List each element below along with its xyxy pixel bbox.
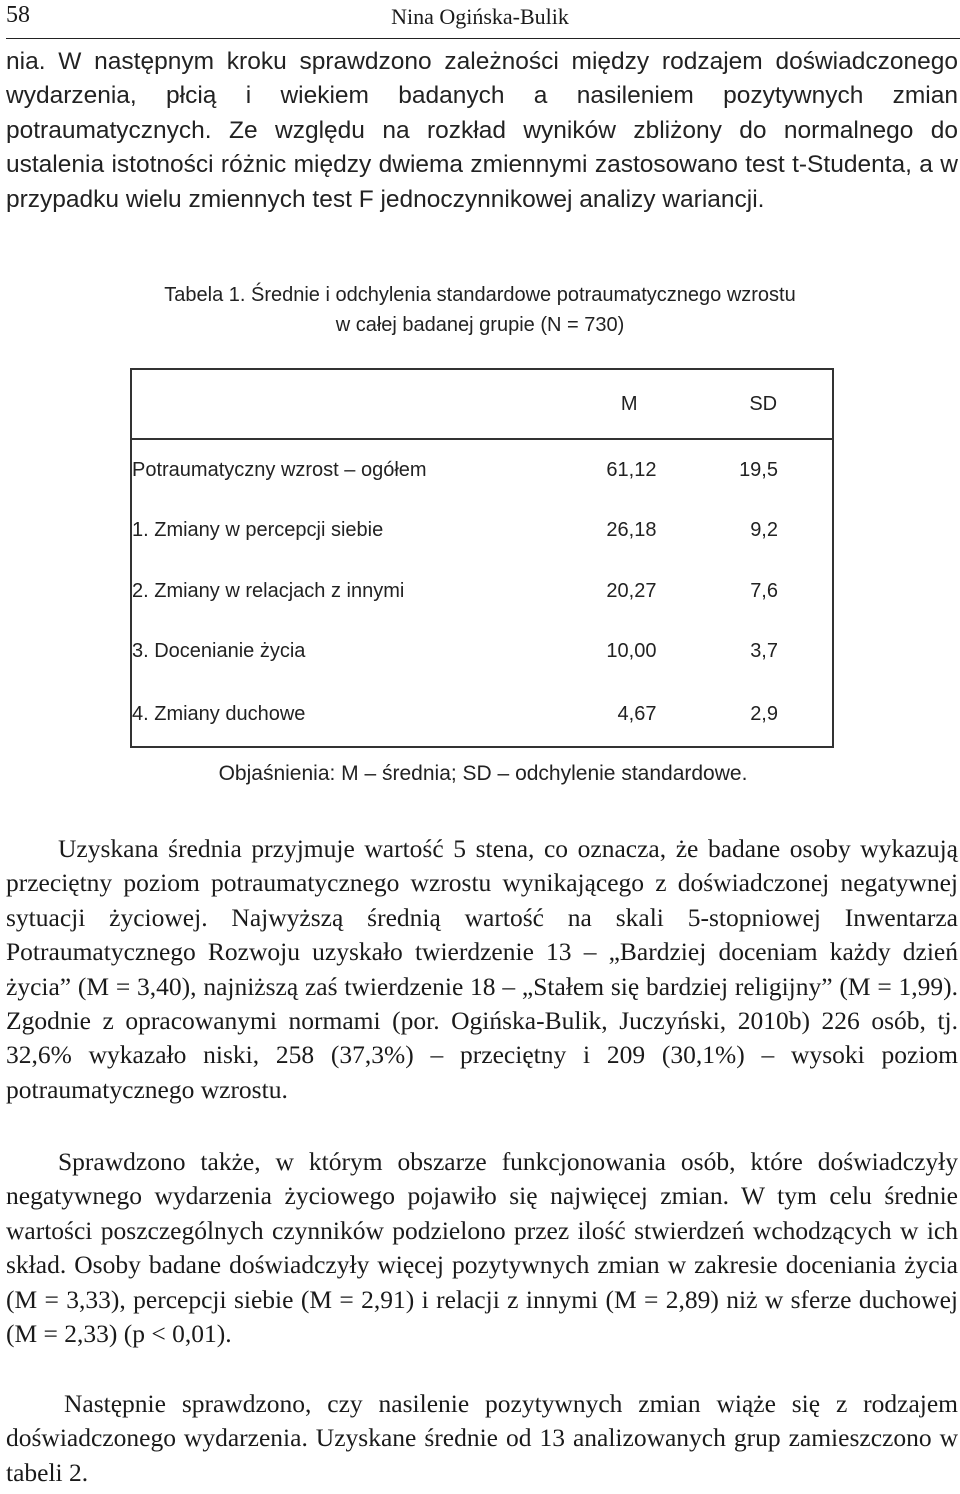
row-m: 26,18	[606, 519, 657, 542]
paragraph-2: Uzyskana średnia przyjmuje wartość 5 stena, co oznacza, że badane osoby wykazują przeciętny poziom potraumatycznego wzrostu wynikającego z doświadczonej negatywnej sytuacji życiowej. Najwyższą średnią wartość na skali 5-stopniowej Inwentarza Potraumatycznego Rozwoju uzyskało twierdzenie 13 – „Bardziej doceniam każdy dzień życia” (M = 3,40), najniższą zaś twierdzenie 18 – „Stałem się bardziej religijny” (M = 1,99). Zgodnie z opracowanymi normami (por. Ogińska-Bulik, Juczyński, 2010b) 226 osób, tj. 32,6% wykazało niski, 258 (37,3%) – przeciętny i 209 (30,1%) – wysoki poziom potraumatycznego wzrostu.	[6, 834, 958, 1104]
table-header-row	[131, 369, 833, 439]
header-label	[131, 369, 564, 439]
header-rule	[6, 38, 960, 39]
row-m: 20,27	[606, 579, 657, 602]
table-row	[131, 622, 833, 683]
table-note: Objaśnienia: M – średnia; SD – odchylenie standardowe.	[218, 762, 748, 785]
row-sd: 9,2	[694, 501, 833, 562]
paragraph-3: Sprawdzono także, w którym obszarze funkcjonowania osób, które doświadczyły negatywnego wydarzenia życiowego pojawiło się najwięcej zmian. W tym celu średnie wartości poszczególnych czynników podzielono przez ilość stwierdzeń wchodzących w ich skład. Osoby badane doświadczyły więcej pozytywnych zmian w zakresie doceniania życia (M = 3,33), percepcji siebie (M = 2,91) i relacji z innymi (M = 2,89) niż w sferze duchowej (M = 2,33) (p < 0,01).	[6, 1147, 958, 1349]
table-caption-line-2: w całej badanej grupie (N = 730)	[335, 314, 625, 336]
page-number: 58	[6, 2, 30, 28]
running-head: Nina Ogińska-Bulik	[391, 4, 569, 29]
row-m: 4,67	[564, 682, 695, 747]
table-row	[131, 501, 833, 562]
stats-table	[130, 368, 834, 748]
row-label: 2. Zmiany w relacjach z innymi	[131, 561, 564, 622]
row-sd: 2,9	[694, 682, 833, 747]
paragraph-1: nia. W następnym kroku sprawdzono zależności między rodzajem doświadczonego wydarzenia, płcią i wiekiem badanych a nasileniem pozytywnych zmian potraumatycznych. Ze względu na rozkład wyników zbliżony do normalnego do ustalenia istotności różnic między dwiema zmiennymi zastosowano test t-Studenta, a w przypadku wielu zmiennych test F jednoczynnikowej analizy wariancji.	[6, 48, 958, 213]
row-label: Potraumatyczny wzrost – ogółem	[131, 439, 564, 501]
row-label: 4. Zmiany duchowe	[131, 682, 564, 747]
paragraph-4: Następnie sprawdzono, czy nasilenie pozytywnych zmian wiąże się z rodzajem doświadczonego wydarzenia. Uzyskane średnie od 13 analizowanych grup zamieszczono w tabeli 2.	[6, 1389, 958, 1487]
header-m: M	[564, 369, 695, 439]
row-m: 10,00	[606, 640, 657, 663]
row-m: 61,12	[606, 458, 657, 481]
table-row	[131, 561, 833, 622]
row-label: 1. Zmiany w percepcji siebie	[131, 501, 564, 562]
row-label: 3. Docenianie życia	[131, 622, 564, 683]
table-row	[131, 682, 833, 747]
table-caption-line-1: Tabela 1. Średnie i odchylenia standardowe potraumatycznego wzrostu	[164, 284, 796, 306]
row-sd: 3,7	[694, 622, 833, 683]
header-sd: SD	[694, 369, 833, 439]
table-caption	[80, 280, 880, 340]
row-sd: 7,6	[694, 561, 833, 622]
table-row	[131, 439, 833, 501]
row-sd: 19,5	[694, 439, 833, 501]
